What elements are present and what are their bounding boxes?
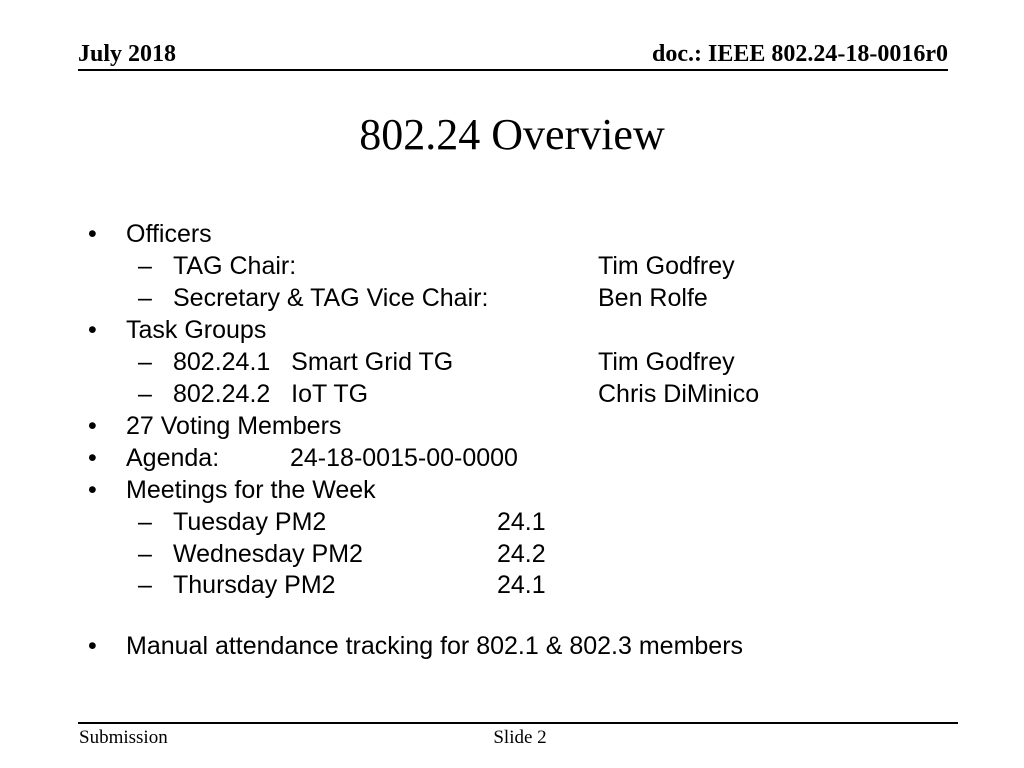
list-item-text: Wednesday PM2 [173, 540, 363, 568]
bullet-icon: • [88, 632, 97, 660]
list-item-text: Tuesday PM2 [173, 508, 327, 536]
slide-title: 802.24 Overview [359, 110, 665, 159]
list-item-value: Tim Godfrey [598, 348, 735, 376]
list-item-value: 24.1 [497, 508, 546, 536]
list-item [0, 346, 1024, 378]
list-item [0, 506, 1024, 538]
dash-icon: – [138, 508, 152, 536]
list-item [0, 250, 1024, 282]
bullet-icon: • [88, 316, 97, 344]
dash-icon: – [138, 540, 152, 568]
footer-rule [78, 722, 958, 724]
list-item-value: 24.1 [497, 571, 546, 599]
list-item-text: TAG Chair: [173, 252, 297, 280]
list-item-text: 802.24.2 IoT TG [173, 380, 369, 408]
list-item-text: 27 Voting Members [126, 412, 342, 440]
list-item [0, 538, 1024, 570]
list-item [0, 630, 1024, 662]
list-item [0, 410, 1024, 442]
list-item [0, 569, 1024, 601]
dash-icon: – [138, 348, 152, 376]
bullet-icon: • [88, 476, 97, 504]
list-item [0, 218, 1024, 250]
list-item-value: Tim Godfrey [598, 252, 735, 280]
bullet-icon: • [88, 412, 97, 440]
list-item [0, 282, 1024, 314]
list-item [0, 378, 1024, 410]
footer-submission: Submission [79, 727, 168, 748]
list-item-value: Ben Rolfe [598, 284, 708, 312]
list-item-value: 24.2 [497, 540, 546, 568]
dash-icon: – [138, 380, 152, 408]
list-item [0, 442, 1024, 474]
list-item-text: Task Groups [126, 316, 267, 344]
header-rule [78, 69, 948, 71]
list-item [0, 314, 1024, 346]
list-item-text: 802.24.1 Smart Grid TG [173, 348, 454, 376]
list-item-text: Agenda: [126, 444, 220, 472]
list-item-value: Chris DiMinico [598, 380, 760, 408]
footer-slide-number: Slide 2 [493, 727, 547, 748]
list-item-text: Meetings for the Week [126, 476, 376, 504]
list-item-text: Secretary & TAG Vice Chair: [173, 284, 489, 312]
list-item-text: Manual attendance tracking for 802.1 & 802.3 members [126, 632, 744, 660]
header-date: July 2018 [78, 41, 177, 67]
list-item-text: Thursday PM2 [173, 571, 336, 599]
dash-icon: – [138, 284, 152, 312]
bullet-icon: • [88, 220, 97, 248]
list-item-text: Officers [126, 220, 212, 248]
header-doc-number: doc.: IEEE 802.24-18-0016r0 [652, 41, 948, 67]
dash-icon: – [138, 252, 152, 280]
dash-icon: – [138, 571, 152, 599]
list-item-value: 24-18-0015-00-0000 [290, 444, 518, 472]
list-item [0, 474, 1024, 506]
bullet-icon: • [88, 444, 97, 472]
